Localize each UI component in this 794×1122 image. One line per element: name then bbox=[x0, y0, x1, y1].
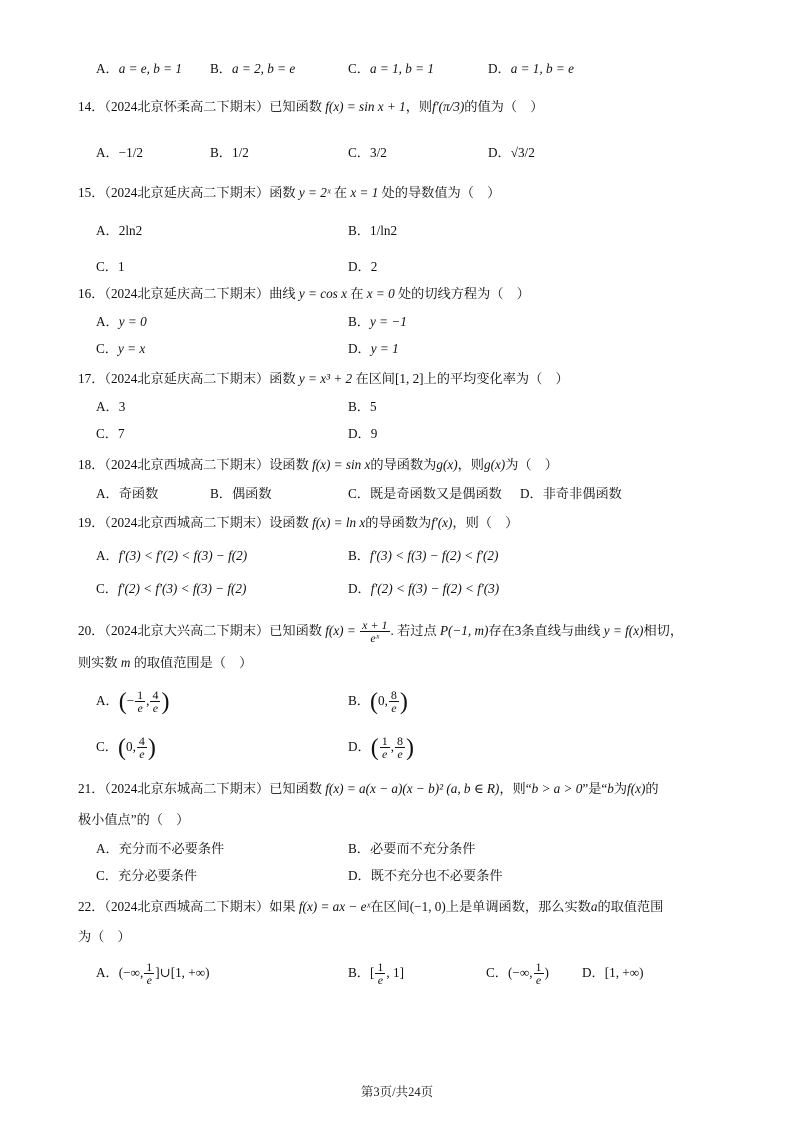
question-source: （2024北京延庆高二下期末） bbox=[104, 286, 270, 301]
q15-options-ab bbox=[0, 220, 794, 242]
math-expr: f(x) = a(x − a)(x − b)² (a, b ∈ R) bbox=[325, 781, 500, 796]
math-expr: f(x) bbox=[627, 781, 646, 796]
math-var: m bbox=[120, 655, 131, 670]
question-source: （2024北京东城高二下期末） bbox=[104, 781, 270, 796]
q16-options-ab bbox=[0, 311, 794, 333]
q21-stem-line2: 极小值点”的（ ） bbox=[78, 812, 190, 827]
q20-option-c: C．(0, $\frac{4}{e}$ ) bbox=[96, 733, 156, 762]
q14-option-c: C．3/2 bbox=[348, 145, 387, 160]
math-expr: (−1, 0) bbox=[409, 899, 446, 914]
math-expr: x = 1 bbox=[350, 185, 379, 200]
question-source: （2024北京西城高二下期末） bbox=[104, 515, 270, 530]
q17-options-cd bbox=[0, 423, 794, 445]
page-footer: 第3页/共24页 bbox=[360, 1085, 434, 1099]
q15-option-a: A．2ln2 bbox=[96, 223, 143, 238]
q18-option-d: D．非奇非偶函数 bbox=[520, 486, 622, 501]
q19-option-d: D．f′(2) < f(3) − f(2) < f′(3) bbox=[348, 581, 500, 596]
question-number: 20． bbox=[78, 623, 105, 638]
q22-option-a: A．(−∞, $\frac{1}{e}$ ]∪[1, +∞) bbox=[96, 959, 210, 988]
math-expr: g(x) bbox=[483, 457, 506, 472]
q18-option-a: A．奇函数 bbox=[96, 486, 159, 501]
q15-options-cd bbox=[0, 256, 794, 278]
q13-option-c: C．a = 1, b = 1 bbox=[348, 61, 434, 76]
math-expr: f′(x) bbox=[431, 515, 453, 530]
q13-option-a: A．a = e, b = 1 bbox=[96, 61, 182, 76]
math-expr: P(−1, m) bbox=[439, 623, 489, 638]
q22-stem: 22．（2024北京西城高二下期末）如果 f(x) = ax − eˣ在区间(−1, 0)上是单调函数，那么实数a的取值范围 bbox=[78, 899, 664, 914]
q17-options-ab bbox=[0, 396, 794, 418]
q19-options-ab bbox=[0, 545, 794, 567]
q21-stem: 21．（2024北京东城高二下期末）已知函数 f(x) = a(x − a)(x − b)² (a, b ∈ R)，则“b > a > 0”是“b为f(x)的 bbox=[78, 781, 659, 796]
question-source: （2024北京怀柔高二下期末） bbox=[104, 99, 270, 114]
question-source: （2024北京大兴高二下期末） bbox=[104, 623, 270, 638]
q22-stem-line2: 为（ ） bbox=[78, 929, 131, 944]
q17-option-c: C．7 bbox=[96, 426, 125, 441]
question-number: 19． bbox=[78, 515, 105, 530]
q17-option-d: D．9 bbox=[348, 426, 378, 441]
q21-option-c: C．充分必要条件 bbox=[96, 868, 198, 883]
q22-option-d: D．[1, +∞) bbox=[582, 965, 644, 980]
q17-option-b: B．5 bbox=[348, 399, 377, 414]
question-number: 16． bbox=[78, 286, 105, 301]
math-expr: f(x) = bbox=[325, 623, 356, 638]
q15-option-b: B．1/ln2 bbox=[348, 223, 398, 238]
q18-option-b: B．偶函数 bbox=[210, 486, 272, 501]
q16-option-b: B．y = −1 bbox=[348, 314, 407, 329]
q13-options bbox=[0, 58, 794, 80]
q19-option-a: A．f′(3) < f′(2) < f(3) − f(2) bbox=[96, 548, 248, 563]
q17-stem: 17．（2024北京延庆高二下期末）函数 y = x³ + 2 在区间[1, 2]上的平均变化率为（ ） bbox=[78, 371, 569, 386]
q16-option-c: C．y = x bbox=[96, 341, 146, 356]
math-var: b bbox=[607, 781, 614, 796]
math-expr: y = cos x bbox=[298, 286, 347, 301]
q14-options bbox=[0, 142, 794, 164]
question-number: 17． bbox=[78, 371, 105, 386]
math-expr: y = x³ + 2 bbox=[298, 371, 353, 386]
q22-options bbox=[0, 958, 794, 988]
q15-stem: 15．（2024北京延庆高二下期末）函数 y = 2ˣ 在 x = 1 处的导数值为（ ） bbox=[78, 185, 501, 200]
question-number: 22． bbox=[78, 899, 105, 914]
math-expr: f′(π/3) bbox=[432, 99, 465, 114]
q16-stem: 16．（2024北京延庆高二下期末）曲线 y = cos x 在 x = 0 处的切线方程为（ ） bbox=[78, 286, 530, 301]
q16-option-d: D．y = 1 bbox=[348, 341, 399, 356]
math-expr: b > a > 0 bbox=[531, 781, 583, 796]
q20-options-ab bbox=[0, 686, 794, 716]
q20-stem-line2: 则实数 m 的取值范围是（ ） bbox=[78, 655, 253, 670]
q22-option-c: C．(−∞, $\frac{1}{e}$ ) bbox=[486, 959, 549, 988]
question-source: （2024北京延庆高二下期末） bbox=[104, 371, 270, 386]
q16-options-cd bbox=[0, 338, 794, 360]
q21-options-cd bbox=[0, 865, 794, 887]
q19-option-c: C．f′(2) < f′(3) < f(3) − f(2) bbox=[96, 581, 247, 596]
q21-option-d: D．既不充分也不必要条件 bbox=[348, 868, 503, 883]
math-expr: [1, 2] bbox=[395, 371, 424, 386]
q16-option-a: A．y = 0 bbox=[96, 314, 147, 329]
math-var: a bbox=[590, 899, 598, 914]
question-number: 21． bbox=[78, 781, 105, 796]
q19-option-b: B．f′(3) < f(3) − f(2) < f′(2) bbox=[348, 548, 499, 563]
q15-option-c: C．1 bbox=[96, 259, 125, 274]
q20-option-a: A．(− $\frac{1}{e}$ , $\frac{4}{e}$ ) bbox=[96, 687, 170, 716]
math-expr: x = 0 bbox=[366, 286, 395, 301]
q13-option-b: B．a = 2, b = e bbox=[210, 61, 296, 76]
q20-option-d: D．( $\frac{1}{e}$ , $\frac{8}{e}$ ) bbox=[348, 733, 415, 762]
math-expr: y = 2ˣ bbox=[298, 185, 331, 200]
math-expr: f(x) = sin x + 1 bbox=[325, 99, 406, 114]
q14-option-b: B．1/2 bbox=[210, 145, 249, 160]
q14-option-d: D．√3/2 bbox=[488, 145, 535, 160]
q18-option-c: C．既是奇函数又是偶函数 bbox=[348, 486, 502, 501]
q14-option-a: A．−1/2 bbox=[96, 145, 144, 160]
question-number: 14． bbox=[78, 99, 105, 114]
question-source: （2024北京延庆高二下期末） bbox=[104, 185, 270, 200]
question-source: （2024北京西城高二下期末） bbox=[104, 899, 270, 914]
q20-stem: 20．（2024北京大兴高二下期末）已知函数 f(x) = $\frac{x + 1}{\text{eˣ}}$ . 若过点 P(−1, m)存在3条直线与曲线 y = f(x)相切， bbox=[78, 617, 684, 646]
question-number: 15． bbox=[78, 185, 105, 200]
q15-option-d: D．2 bbox=[348, 259, 378, 274]
q18-stem: 18．（2024北京西城高二下期末）设函数 f(x) = sin x的导函数为g(x)，则g(x)为（ ） bbox=[78, 457, 558, 472]
q19-stem: 19．（2024北京西城高二下期末）设函数 f(x) = ln x的导函数为f′(x)，则（ ） bbox=[78, 515, 519, 530]
q20-option-b: B．(0, $\frac{8}{e}$ ) bbox=[348, 687, 408, 716]
q13-option-d: D．a = 1, b = e bbox=[488, 61, 574, 76]
q21-option-a: A．充分而不必要条件 bbox=[96, 841, 225, 856]
question-number: 18． bbox=[78, 457, 105, 472]
fraction: $\frac{x + 1}{\text{eˣ}}$ bbox=[362, 617, 388, 646]
math-expr: f(x) = ln x bbox=[312, 515, 366, 530]
math-expr: y = f(x) bbox=[603, 623, 644, 638]
math-expr: g(x) bbox=[436, 457, 458, 472]
math-expr: f(x) = sin x bbox=[312, 457, 371, 472]
q17-option-a: A．3 bbox=[96, 399, 126, 414]
q20-options-cd bbox=[0, 732, 794, 762]
q14-stem: 14．（2024北京怀柔高二下期末）已知函数 f(x) = sin x + 1，则f′(π/3)的值为（ ） bbox=[78, 99, 544, 114]
q19-options-cd bbox=[0, 578, 794, 600]
q18-options bbox=[0, 483, 794, 505]
question-source: （2024北京西城高二下期末） bbox=[104, 457, 270, 472]
q21-options-ab bbox=[0, 838, 794, 860]
q22-option-b: B．[ $\frac{1}{e}$ , 1] bbox=[348, 959, 404, 988]
q21-option-b: B．必要而不充分条件 bbox=[348, 841, 476, 856]
math-expr: f(x) = ax − eˣ bbox=[298, 899, 371, 914]
